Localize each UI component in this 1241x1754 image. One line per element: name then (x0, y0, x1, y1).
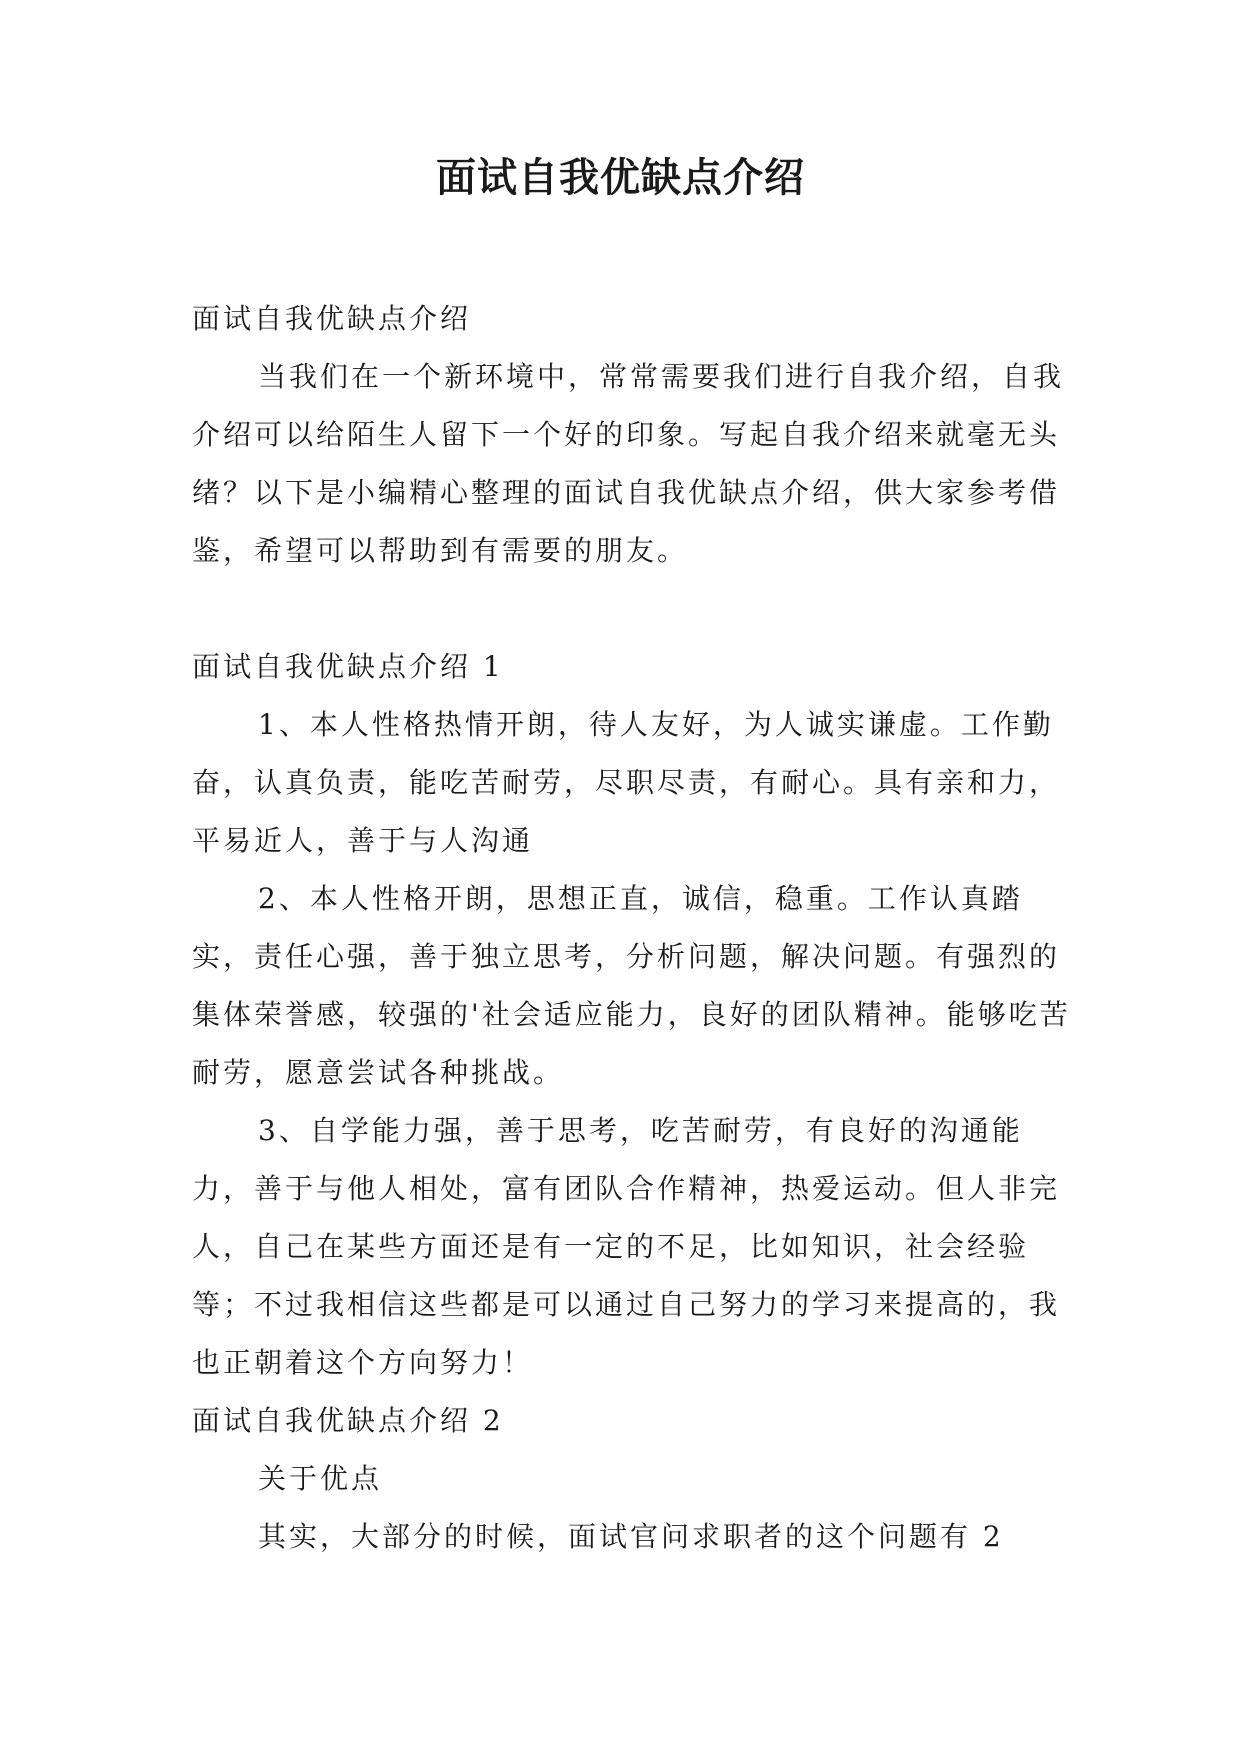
section2-paragraph: 其实，大部分的时候，面试官问求职者的这个问题有 2 (258, 1520, 1004, 1553)
section1-heading: 面试自我优缺点介绍 1 (192, 650, 504, 683)
section1-paragraph-2: 2、本人性格开朗，思想正直，诚信，稳重。工作认真踏实，责任心强，善于独立思考，分析问题，解决问题。有强烈的集体荣誉感，较强的'社会适应能力，良好的团队精神。能够吃苦耐劳，愿意尝试各种挑战。 (192, 882, 1071, 1089)
section1-paragraph-3: 3、自学能力强，善于思考，吃苦耐劳，有良好的沟通能力，善于与他人相处，富有团队合作精神，热爱运动。但人非完人，自己在某些方面还是有一定的不足，比如知识，社会经验等；不过我相信这些都是可以通过自己努力的学习来提高的，我也正朝着这个方向努力！ (192, 1114, 1061, 1379)
section-spacer (192, 580, 1072, 638)
document-title: 面试自我优缺点介绍 (436, 155, 805, 201)
section2-subheading: 关于优点 (258, 1462, 383, 1495)
intro-heading: 面试自我优缺点介绍 (192, 302, 472, 335)
section2-heading: 面试自我优缺点介绍 2 (192, 1404, 504, 1437)
section1-paragraph-1: 1、本人性格热情开朗，待人友好，为人诚实谦虚。工作勤奋，认真负责，能吃苦耐劳，尽职尽责，有耐心。具有亲和力，平易近人，善于与人沟通 (192, 708, 1061, 857)
document-body (192, 290, 1072, 1566)
intro-paragraph: 当我们在一个新环境中，常常需要我们进行自我介绍，自我介绍可以给陌生人留下一个好的印象。写起自我介绍来就毫无头绪？以下是小编精心整理的面试自我优缺点介绍，供大家参考借鉴，希望可以帮助到有需要的朋友。 (192, 360, 1065, 567)
